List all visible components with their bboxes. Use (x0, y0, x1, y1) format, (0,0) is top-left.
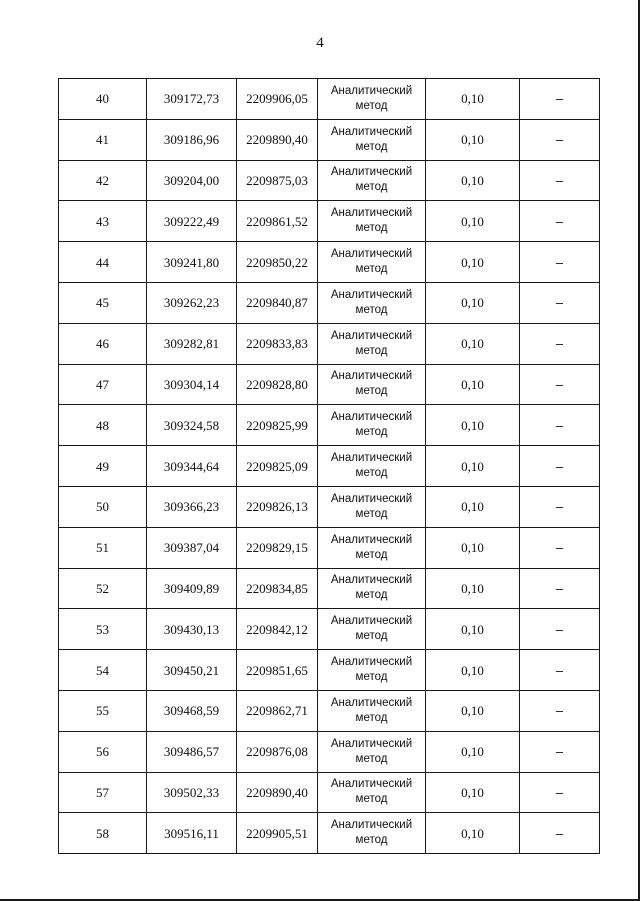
x-coordinate-cell: 309262,23 (147, 282, 237, 323)
note-cell: – (520, 772, 600, 813)
x-coordinate-cell: 309304,14 (147, 364, 237, 405)
table-row (59, 446, 600, 487)
note-cell: – (520, 282, 600, 323)
note-cell: – (520, 568, 600, 609)
point-number-cell: 40 (59, 79, 147, 120)
y-coordinate-cell: 2209834,85 (237, 568, 318, 609)
method-line-1: Аналитический (330, 778, 413, 791)
point-number-cell: 45 (59, 282, 147, 323)
accuracy-cell: 0,10 (426, 405, 520, 446)
method-cell (318, 282, 426, 323)
point-number-cell: 55 (59, 690, 147, 731)
table-row (59, 160, 600, 201)
accuracy-cell: 0,10 (426, 813, 520, 854)
y-coordinate-cell: 2209840,87 (237, 282, 318, 323)
method-line-1: Аналитический (330, 696, 413, 709)
method-line-2: метод (355, 140, 388, 153)
table-row (59, 282, 600, 323)
method-cell (318, 323, 426, 364)
x-coordinate-cell: 309387,04 (147, 527, 237, 568)
method-cell (318, 79, 426, 120)
point-number-cell: 52 (59, 568, 147, 609)
x-coordinate-cell: 309222,49 (147, 201, 237, 242)
accuracy-cell: 0,10 (426, 650, 520, 691)
method-line-2: метод (355, 99, 388, 112)
method-cell (318, 242, 426, 283)
accuracy-cell: 0,10 (426, 609, 520, 650)
point-number-cell: 49 (59, 446, 147, 487)
point-number-cell: 46 (59, 323, 147, 364)
method-line-2: метод (355, 385, 388, 398)
method-line-1: Аналитический (330, 411, 413, 424)
y-coordinate-cell: 2209829,15 (237, 527, 318, 568)
method-line-2: метод (355, 548, 388, 561)
method-line-1: Аналитический (330, 125, 413, 138)
y-coordinate-cell: 2209850,22 (237, 242, 318, 283)
point-number-cell: 57 (59, 772, 147, 813)
accuracy-cell: 0,10 (426, 79, 520, 120)
note-cell: – (520, 323, 600, 364)
table-row (59, 364, 600, 405)
method-cell (318, 364, 426, 405)
point-number-cell: 48 (59, 405, 147, 446)
table-row (59, 119, 600, 160)
method-line-1: Аналитический (330, 166, 413, 179)
note-cell: – (520, 527, 600, 568)
method-cell (318, 119, 426, 160)
accuracy-cell: 0,10 (426, 527, 520, 568)
coordinates-table (58, 78, 600, 854)
table-body (59, 79, 600, 854)
method-cell (318, 446, 426, 487)
y-coordinate-cell: 2209825,99 (237, 405, 318, 446)
note-cell: – (520, 486, 600, 527)
x-coordinate-cell: 309324,58 (147, 405, 237, 446)
table-row (59, 242, 600, 283)
x-coordinate-cell: 309186,96 (147, 119, 237, 160)
method-line-2: метод (355, 344, 388, 357)
method-line-2: метод (355, 263, 388, 276)
method-line-2: метод (355, 507, 388, 520)
x-coordinate-cell: 309172,73 (147, 79, 237, 120)
note-cell: – (520, 79, 600, 120)
accuracy-cell: 0,10 (426, 242, 520, 283)
method-line-1: Аналитический (330, 656, 413, 669)
method-cell (318, 609, 426, 650)
method-line-2: метод (355, 181, 388, 194)
method-line-2: метод (355, 467, 388, 480)
table-row (59, 323, 600, 364)
method-line-2: метод (355, 222, 388, 235)
method-line-2: метод (355, 752, 388, 765)
method-line-1: Аналитический (330, 615, 413, 628)
point-number-cell: 51 (59, 527, 147, 568)
accuracy-cell: 0,10 (426, 160, 520, 201)
method-line-1: Аналитический (330, 533, 413, 546)
method-cell (318, 772, 426, 813)
method-line-2: метод (355, 303, 388, 316)
y-coordinate-cell: 2209842,12 (237, 609, 318, 650)
accuracy-cell: 0,10 (426, 486, 520, 527)
note-cell: – (520, 609, 600, 650)
x-coordinate-cell: 309204,00 (147, 160, 237, 201)
method-line-1: Аналитический (330, 574, 413, 587)
method-cell (318, 486, 426, 527)
method-line-2: метод (355, 834, 388, 847)
method-line-1: Аналитический (330, 288, 413, 301)
point-number-cell: 41 (59, 119, 147, 160)
method-line-2: метод (355, 630, 388, 643)
note-cell: – (520, 813, 600, 854)
y-coordinate-cell: 2209876,08 (237, 731, 318, 772)
y-coordinate-cell: 2209833,83 (237, 323, 318, 364)
table-row (59, 568, 600, 609)
method-cell (318, 813, 426, 854)
point-number-cell: 54 (59, 650, 147, 691)
accuracy-cell: 0,10 (426, 364, 520, 405)
point-number-cell: 50 (59, 486, 147, 527)
method-line-1: Аналитический (330, 452, 413, 465)
point-number-cell: 53 (59, 609, 147, 650)
table-row (59, 486, 600, 527)
method-line-1: Аналитический (330, 819, 413, 832)
method-line-2: метод (355, 793, 388, 806)
table-row (59, 201, 600, 242)
method-cell (318, 160, 426, 201)
accuracy-cell: 0,10 (426, 772, 520, 813)
point-number-cell: 56 (59, 731, 147, 772)
x-coordinate-cell: 309486,57 (147, 731, 237, 772)
accuracy-cell: 0,10 (426, 731, 520, 772)
y-coordinate-cell: 2209905,51 (237, 813, 318, 854)
table-row (59, 405, 600, 446)
x-coordinate-cell: 309502,33 (147, 772, 237, 813)
accuracy-cell: 0,10 (426, 119, 520, 160)
page-number: 4 (316, 35, 324, 51)
method-cell (318, 405, 426, 446)
x-coordinate-cell: 309450,21 (147, 650, 237, 691)
table-row (59, 731, 600, 772)
note-cell: – (520, 650, 600, 691)
note-cell: – (520, 405, 600, 446)
y-coordinate-cell: 2209906,05 (237, 79, 318, 120)
accuracy-cell: 0,10 (426, 201, 520, 242)
method-line-2: метод (355, 589, 388, 602)
method-cell (318, 690, 426, 731)
x-coordinate-cell: 309344,64 (147, 446, 237, 487)
y-coordinate-cell: 2209851,65 (237, 650, 318, 691)
point-number-cell: 44 (59, 242, 147, 283)
method-line-2: метод (355, 426, 388, 439)
method-cell (318, 201, 426, 242)
accuracy-cell: 0,10 (426, 568, 520, 609)
x-coordinate-cell: 309282,81 (147, 323, 237, 364)
note-cell: – (520, 731, 600, 772)
accuracy-cell: 0,10 (426, 323, 520, 364)
accuracy-cell: 0,10 (426, 282, 520, 323)
table-row (59, 650, 600, 691)
point-number-cell: 47 (59, 364, 147, 405)
method-line-1: Аналитический (330, 84, 413, 97)
method-line-1: Аналитический (330, 370, 413, 383)
method-line-1: Аналитический (330, 207, 413, 220)
method-cell (318, 650, 426, 691)
x-coordinate-cell: 309468,59 (147, 690, 237, 731)
y-coordinate-cell: 2209861,52 (237, 201, 318, 242)
method-cell (318, 568, 426, 609)
y-coordinate-cell: 2209862,71 (237, 690, 318, 731)
table-row (59, 772, 600, 813)
table-row (59, 527, 600, 568)
x-coordinate-cell: 309409,89 (147, 568, 237, 609)
method-line-1: Аналитический (330, 492, 413, 505)
point-number-cell: 42 (59, 160, 147, 201)
note-cell: – (520, 364, 600, 405)
note-cell: – (520, 160, 600, 201)
method-line-2: метод (355, 671, 388, 684)
note-cell: – (520, 242, 600, 283)
x-coordinate-cell: 309430,13 (147, 609, 237, 650)
y-coordinate-cell: 2209890,40 (237, 119, 318, 160)
y-coordinate-cell: 2209825,09 (237, 446, 318, 487)
method-cell (318, 527, 426, 568)
method-line-1: Аналитический (330, 329, 413, 342)
table-row (59, 609, 600, 650)
y-coordinate-cell: 2209875,03 (237, 160, 318, 201)
note-cell: – (520, 119, 600, 160)
accuracy-cell: 0,10 (426, 690, 520, 731)
point-number-cell: 58 (59, 813, 147, 854)
note-cell: – (520, 690, 600, 731)
note-cell: – (520, 201, 600, 242)
note-cell: – (520, 446, 600, 487)
method-line-2: метод (355, 711, 388, 724)
accuracy-cell: 0,10 (426, 446, 520, 487)
x-coordinate-cell: 309516,11 (147, 813, 237, 854)
point-number-cell: 43 (59, 201, 147, 242)
table-row (59, 813, 600, 854)
table-row (59, 690, 600, 731)
y-coordinate-cell: 2209826,13 (237, 486, 318, 527)
method-line-1: Аналитический (330, 737, 413, 750)
y-coordinate-cell: 2209828,80 (237, 364, 318, 405)
x-coordinate-cell: 309241,80 (147, 242, 237, 283)
y-coordinate-cell: 2209890,40 (237, 772, 318, 813)
method-cell (318, 731, 426, 772)
method-line-1: Аналитический (330, 248, 413, 261)
x-coordinate-cell: 309366,23 (147, 486, 237, 527)
table-row (59, 79, 600, 120)
